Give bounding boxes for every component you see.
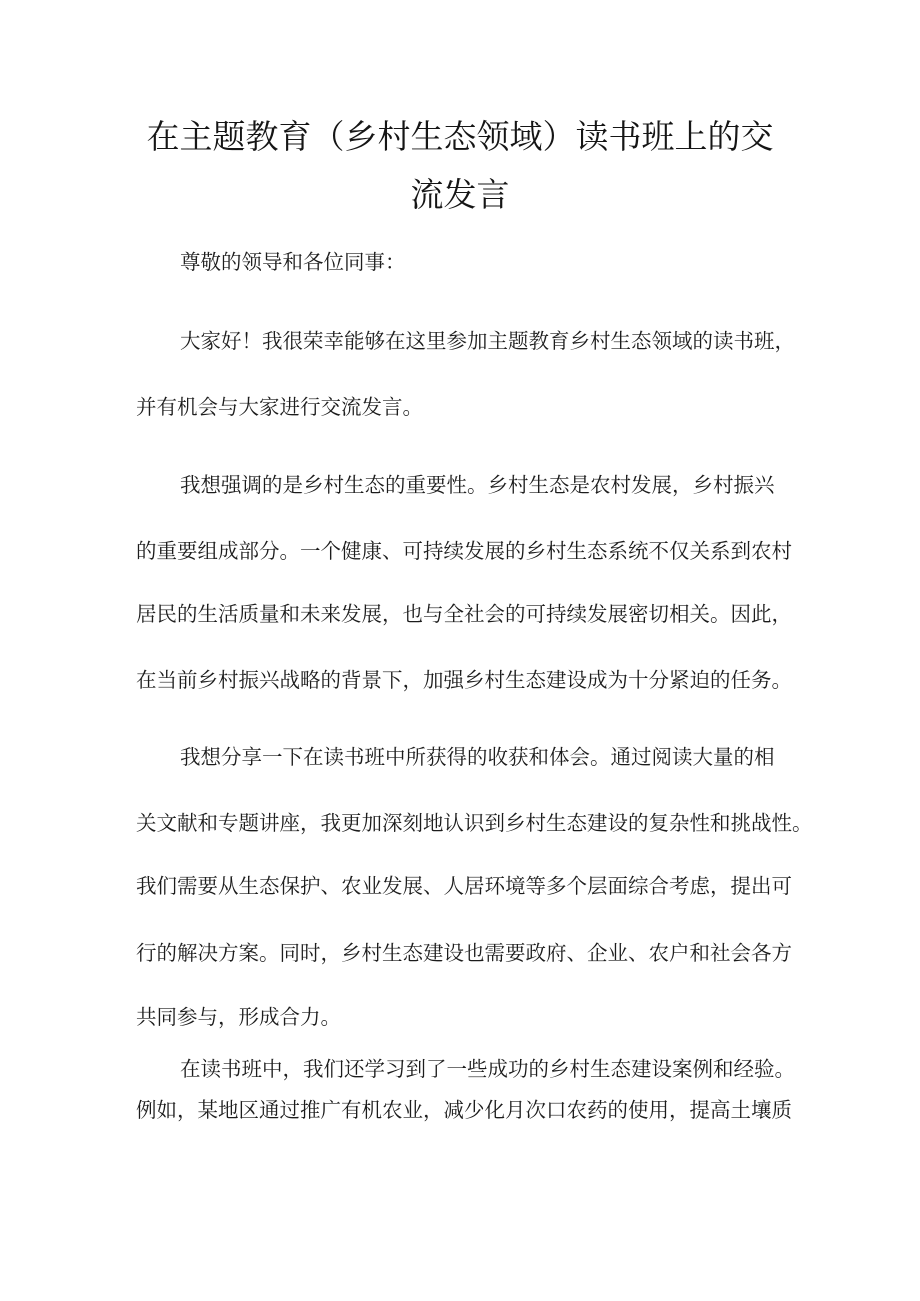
document-title-line-2: 流发言 [410, 175, 510, 214]
paragraph-2-line-3: 居民的生活质量和未来发展，也与全社会的可持续发展密切相关。因此， [136, 602, 792, 626]
paragraph-4-line-2: 例如，某地区通过推广有机农业，减少化月次口农药的使用，提高土壤质 [136, 1098, 792, 1122]
paragraph-2-line-2: 的重要组成部分。一个健康、可持续发展的乡村生态系统不仅关系到农村 [136, 539, 792, 563]
paragraph-1-line-1: 大家好！我很荣幸能够在这里参加主题教育乡村生态领域的读书班， [180, 329, 795, 353]
paragraph-3-line-3: 我们需要从生态保护、农业发展、人居环境等多个层面综合考虑，提出可 [136, 874, 792, 898]
paragraph-2-line-4: 在当前乡村振兴战略的背景下，加强乡村生态建设成为十分紧迫的任务。 [136, 668, 792, 692]
paragraph-2-line-1: 我想强调的是乡村生态的重要性。乡村生态是农村发展，乡村振兴 [180, 473, 775, 497]
paragraph-1-line-2: 并有机会与大家进行交流发言。 [136, 395, 423, 419]
paragraph-3-line-1: 我想分享一下在读书班中所获得的收获和体会。通过阅读大量的相 [180, 745, 775, 769]
paragraph-3-line-5: 共同参与，形成合力。 [136, 1005, 341, 1029]
paragraph-4-line-1: 在读书班中，我们还学习到了一些成功的乡村生态建设案例和经验。 [180, 1057, 795, 1081]
salutation: 尊敬的领导和各位同事： [180, 250, 406, 274]
document-title-line-1: 在主题教育（乡村生态领域）读书班上的交 [146, 117, 774, 156]
paragraph-3-line-2: 关文献和专题讲座，我更加深刻地认识到乡村生态建设的复杂性和挑战性。 [136, 811, 813, 835]
paragraph-3-line-4: 行的解决方案。同时，乡村生态建设也需要政府、企业、农户和社会各方 [136, 941, 792, 965]
